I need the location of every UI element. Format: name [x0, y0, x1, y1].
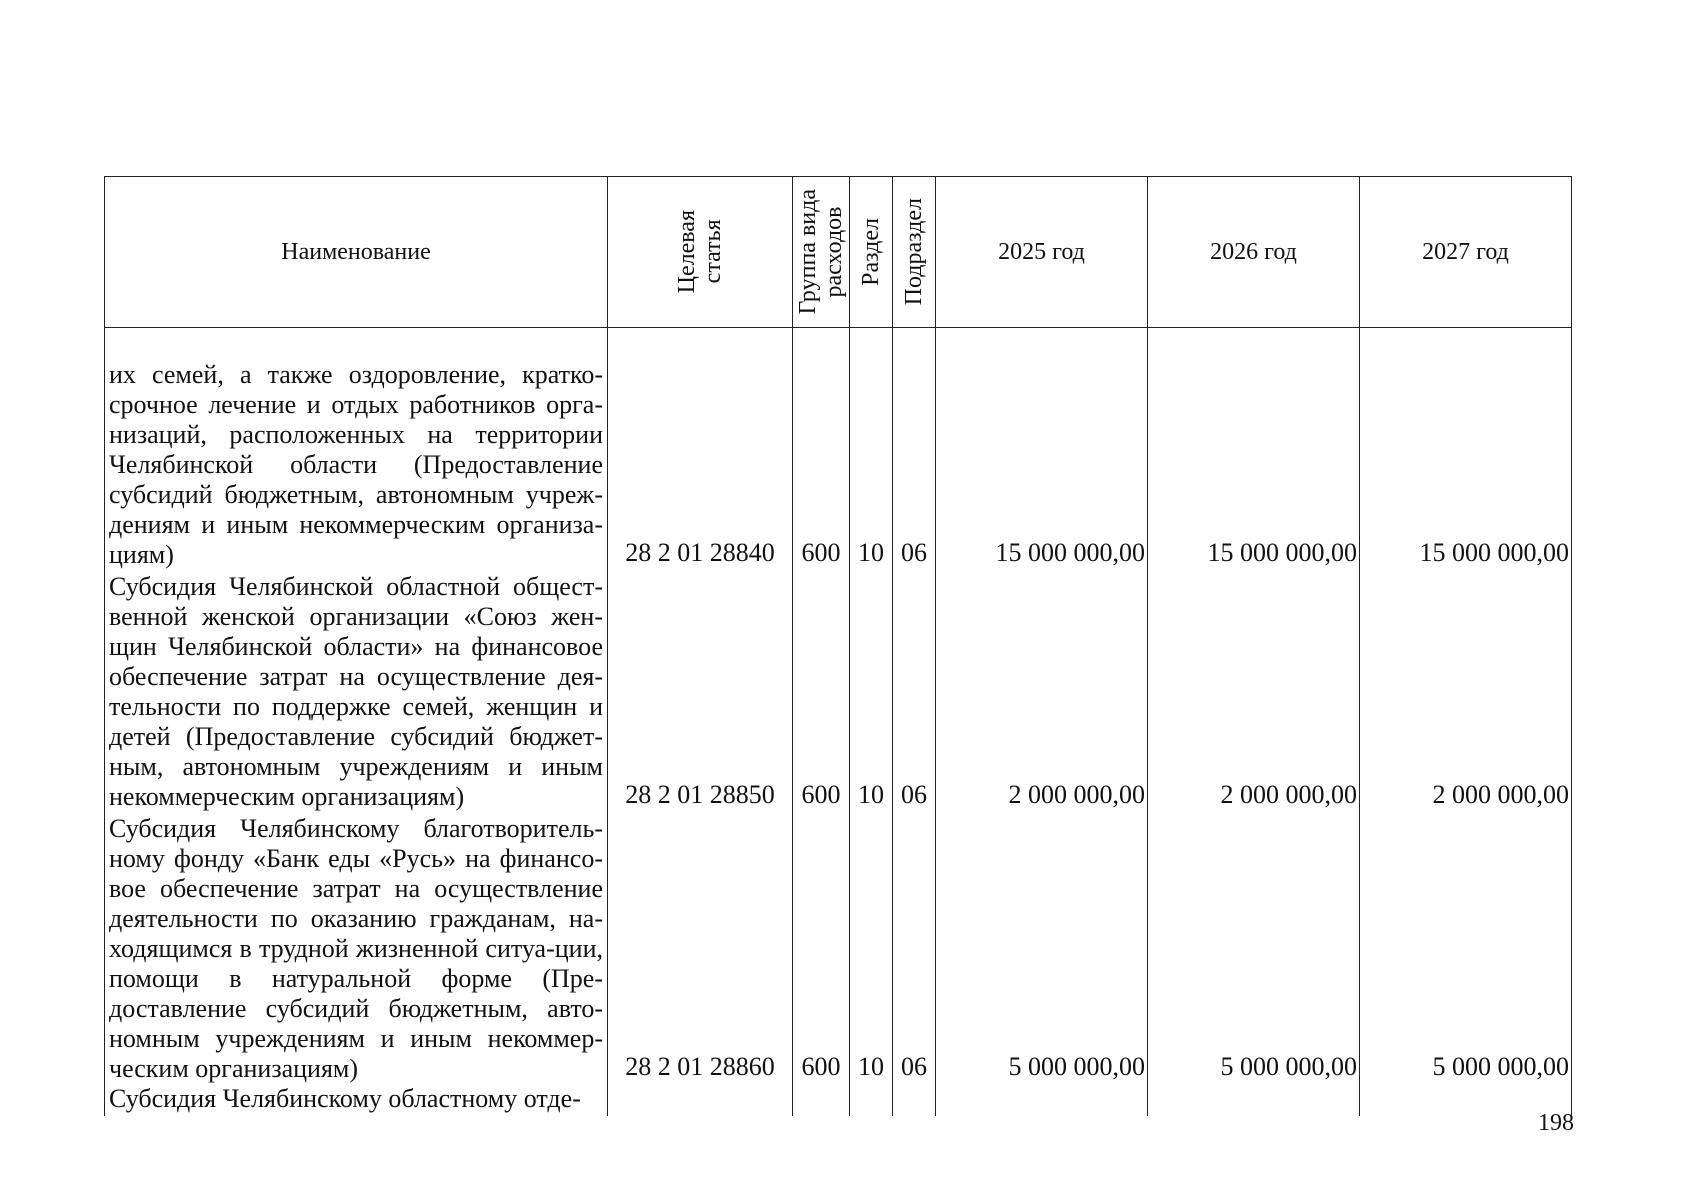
- table-header-row: [105, 177, 1572, 328]
- row-section: 10: [850, 570, 893, 812]
- row-subsection: 06: [893, 328, 936, 571]
- row-amount-2026: 5 000 000,00: [1148, 812, 1360, 1084]
- header-target-article-label: Целевая статья: [674, 210, 726, 294]
- page-number: 198: [1538, 1110, 1574, 1136]
- header-section: [850, 177, 893, 328]
- row-empty-cell: [850, 1084, 893, 1116]
- row-target-article: 28 2 01 28840: [608, 328, 793, 571]
- row-name: Субсидия Челябинскому благотворитель-ному фонду «Банк еды «Русь» на финансо-вое обеспечение затрат на осуществление деятельности по оказанию гражданам, на-ходящимся в трудной жизненной ситуа-ции, помощи в натуральной форме (Пре-доставление субсидий бюджетным, авто-номным учреждениям и иным некоммер-ческим организациям): [105, 812, 608, 1084]
- row-empty-cell: [936, 1084, 1148, 1116]
- header-year-2025: 2025 год: [936, 177, 1148, 328]
- header-section-label: Раздел: [858, 218, 884, 286]
- header-subsection: [893, 177, 936, 328]
- row-amount-2026: 15 000 000,00: [1148, 328, 1360, 571]
- row-amount-2026: 2 000 000,00: [1148, 570, 1360, 812]
- row-subsection: 06: [893, 812, 936, 1084]
- budget-table: [104, 176, 1572, 1116]
- row-section: 10: [850, 812, 893, 1084]
- row-target-article: 28 2 01 28850: [608, 570, 793, 812]
- table-row: [105, 570, 1572, 812]
- row-empty-cell: [893, 1084, 936, 1116]
- table-row: [105, 1084, 1572, 1116]
- row-subsection: 06: [893, 570, 936, 812]
- table-row: [105, 328, 1572, 571]
- row-amount-2027: 2 000 000,00: [1360, 570, 1572, 812]
- row-name: их семей, а также оздоровление, кратко-срочное лечение и отдых работников орга-низаций, расположенных на территории Челябинской области (Предоставление субсидий бюджетным, автономным учреж-дениям и иным некоммерческим организа-циям): [105, 328, 608, 571]
- row-amount-2025: 2 000 000,00: [936, 570, 1148, 812]
- row-empty-cell: [1148, 1084, 1360, 1116]
- table-row: [105, 812, 1572, 1084]
- row-amount-2027: 5 000 000,00: [1360, 812, 1572, 1084]
- row-amount-2027: 15 000 000,00: [1360, 328, 1572, 571]
- row-expense-group: 600: [793, 570, 850, 812]
- row-section: 10: [850, 328, 893, 571]
- header-expense-group-label: Группа вида расходов: [795, 189, 847, 315]
- header-year-2027: 2027 год: [1360, 177, 1572, 328]
- row-expense-group: 600: [793, 328, 850, 571]
- header-subsection-label: Подраздел: [901, 198, 927, 306]
- row-name: Субсидия Челябинскому областному отде-: [105, 1084, 608, 1116]
- header-expense-group: [793, 177, 850, 328]
- row-amount-2025: 15 000 000,00: [936, 328, 1148, 571]
- header-target-article: [608, 177, 793, 328]
- header-name: Наименование: [105, 177, 608, 328]
- row-empty-cell: [793, 1084, 850, 1116]
- header-year-2026: 2026 год: [1148, 177, 1360, 328]
- row-name: Субсидия Челябинской областной общест-венной женской организации «Союз жен-щин Челябинской области» на финансовое обеспечение затрат на осуществление дея-тельности по поддержке семей, женщин и детей (Предоставление субсидий бюджет-ным, автономным учреждениям и иным некоммерческим организациям): [105, 570, 608, 812]
- budget-table-container: [104, 176, 1572, 1113]
- row-amount-2025: 5 000 000,00: [936, 812, 1148, 1084]
- row-target-article: 28 2 01 28860: [608, 812, 793, 1084]
- row-empty-cell: [608, 1084, 793, 1116]
- row-expense-group: 600: [793, 812, 850, 1084]
